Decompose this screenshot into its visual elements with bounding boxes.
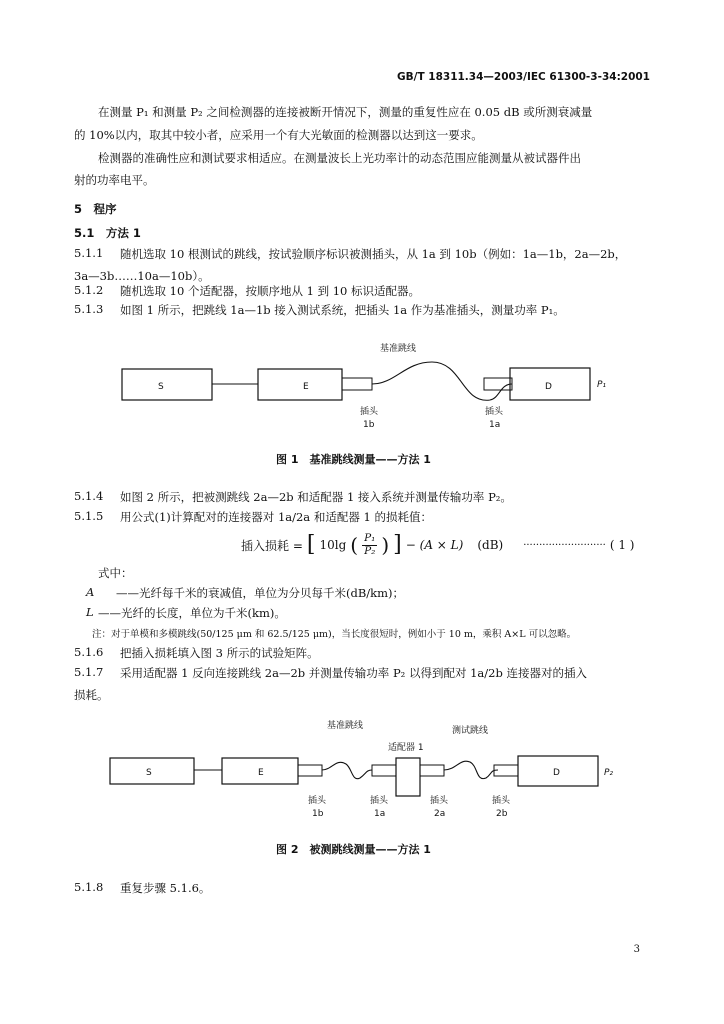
var-l-definition: ——光纤的长度，单位为千米(km)。 bbox=[98, 606, 286, 620]
section-5-heading: 5 程序 bbox=[74, 202, 117, 216]
fig2-box-s-label: S bbox=[146, 768, 152, 778]
formula-denominator: P₂ bbox=[364, 544, 376, 557]
var-l-symbol: L bbox=[86, 605, 94, 619]
para1-line1: 在测量 P₁ 和测量 P₂ 之间检测器的连接被断开情况下，测量的重复性应在 0.05 dB 或所测衰减量 bbox=[98, 105, 593, 119]
var-a-definition: ——光纤每千米的衰减值，单位为分贝每千米(dB/km)； bbox=[116, 586, 405, 600]
fig2-plug-1a bbox=[372, 765, 396, 776]
section-5-1-heading: 5.1 方法 1 bbox=[74, 226, 141, 240]
fig2-test-fiber bbox=[444, 761, 498, 778]
clause-5-1-8-number: 5.1.8 bbox=[74, 880, 104, 894]
formula-lhs: 插入损耗 = bbox=[241, 538, 303, 553]
formula-paren-open: ( bbox=[350, 533, 359, 558]
fig2-plug4-label: 插头 bbox=[492, 796, 511, 806]
fig2-box-e-label: E bbox=[258, 768, 264, 778]
insertion-loss-formula bbox=[241, 533, 635, 557]
formula-bracket-close: ] bbox=[393, 532, 402, 558]
fig2-reference-label: 基准跳线 bbox=[327, 721, 364, 731]
fig1-box-e bbox=[258, 369, 342, 400]
clause-5-1-1-line2: 3a—3b……10a—10b）。 bbox=[74, 269, 210, 283]
fig2-plug-1b bbox=[298, 765, 322, 776]
fig1-plug-1b bbox=[342, 378, 372, 390]
fig2-plug3-label: 插头 bbox=[430, 796, 449, 806]
formula-equation-number: ( 1 ) bbox=[609, 538, 635, 553]
formula-correction: − (A × L) bbox=[405, 538, 464, 553]
fig1-fiber-cable bbox=[372, 362, 512, 400]
fig1-box-s-label: S bbox=[158, 382, 164, 392]
clause-5-1-5-text: 用公式(1)计算配对的连接器对 1a/2a 和适配器 1 的损耗值： bbox=[120, 510, 432, 524]
clause-5-1-6-text: 把插入损耗填入图 3 所示的试验矩阵。 bbox=[120, 646, 319, 660]
clause-5-1-4-text: 如图 2 所示，把被测跳线 2a—2b 和适配器 1 接入系统并测量传输功率 P₂。 bbox=[120, 490, 512, 504]
formula-bracket-open: [ bbox=[306, 532, 316, 558]
para2-line2: 射的功率电平。 bbox=[74, 173, 155, 187]
fig1-plug2-label: 插头 bbox=[485, 407, 504, 417]
note-text: 注：对于单模和多模跳线(50/125 μm 和 62.5/125 μm)，当长度很短时，例如小于 10 m，乘积 A×L 可以忽略。 bbox=[92, 629, 577, 640]
clause-5-1-3-text: 如图 1 所示，把跳线 1a—1b 接入测试系统，把插头 1a 作为基准插头，测量功率 P₁。 bbox=[120, 303, 565, 317]
fig2-power-label: P₂ bbox=[604, 768, 614, 778]
fig2-adapter-label: 适配器 1 bbox=[388, 743, 424, 753]
para2-line1: 检测器的准确性应和测试要求相适应。在测量波长上光功率计的动态范围应能测量从被试器件出 bbox=[98, 151, 581, 165]
formula-paren-close: ) bbox=[381, 533, 390, 558]
formula-numerator: P₁ bbox=[364, 532, 376, 544]
page-number: 3 bbox=[633, 944, 640, 955]
fig1-power-label: P₁ bbox=[597, 380, 607, 390]
fig2-plug3-id: 2a bbox=[434, 809, 446, 819]
fig2-adapter-1 bbox=[396, 758, 420, 796]
clause-5-1-1-number: 5.1.1 bbox=[74, 246, 104, 260]
fig1-plug2-id: 1a bbox=[489, 420, 501, 430]
clause-5-1-8-text: 重复步骤 5.1.6。 bbox=[120, 881, 211, 895]
clause-5-1-7-line1: 采用适配器 1 反向连接跳线 2a—2b 并测量传输功率 P₂ 以得到配对 1a/2b 连接器对的插入 bbox=[120, 666, 587, 680]
para1-line2: 的 10%以内，取其中较小者，应采用一个有大光敏面的检测器以达到这一要求。 bbox=[74, 128, 483, 142]
fig2-box-d-label: D bbox=[553, 768, 560, 778]
fig1-reference-label: 基准跳线 bbox=[380, 344, 417, 354]
clause-5-1-3-number: 5.1.3 bbox=[74, 302, 104, 316]
formula-unit: (dB) bbox=[477, 538, 504, 553]
fig1-box-s bbox=[122, 369, 212, 400]
fig2-plug2-id: 1a bbox=[374, 809, 386, 819]
formula-leader-dots: ·························· bbox=[523, 539, 606, 551]
clause-5-1-1-line1: 随机选取 10 根测试的跳线，按试验顺序标识被测插头，从 1a 到 10b（例如：1a—1b，2a—2b， bbox=[120, 247, 627, 261]
where-label: 式中： bbox=[98, 566, 133, 580]
clause-5-1-4-number: 5.1.4 bbox=[74, 489, 104, 503]
fig2-plug1-label: 插头 bbox=[308, 796, 327, 806]
fig2-plug1-id: 1b bbox=[312, 809, 324, 819]
clause-5-1-7-number: 5.1.7 bbox=[74, 665, 104, 679]
clause-5-1-5-number: 5.1.5 bbox=[74, 509, 104, 523]
clause-5-1-6-number: 5.1.6 bbox=[74, 645, 104, 659]
fig1-box-e-label: E bbox=[303, 382, 309, 392]
formula-log: 10lg bbox=[319, 538, 347, 553]
fig2-plug2-label: 插头 bbox=[370, 796, 389, 806]
figure-2-caption: 图 2 被测跳线测量——方法 1 bbox=[276, 843, 431, 856]
fig1-plug1-label: 插头 bbox=[360, 407, 379, 417]
fig2-plug4-id: 2b bbox=[496, 809, 508, 819]
fig2-test-label: 测试跳线 bbox=[452, 726, 489, 736]
var-a-symbol: A bbox=[86, 585, 95, 599]
clause-5-1-7-line2: 损耗。 bbox=[74, 688, 109, 702]
fig2-box-s bbox=[110, 758, 194, 784]
clause-5-1-2-text: 随机选取 10 个适配器，按顺序地从 1 到 10 标识适配器。 bbox=[120, 284, 421, 298]
figure-1-caption: 图 1 基准跳线测量——方法 1 bbox=[276, 453, 431, 466]
fig1-box-d-label: D bbox=[545, 382, 552, 392]
document-header: GB/T 18311.34—2003/IEC 61300-3-34:2001 bbox=[397, 71, 650, 83]
fig1-plug-1a bbox=[484, 378, 512, 390]
fig2-plug-2a bbox=[420, 765, 444, 776]
fig1-plug1-id: 1b bbox=[363, 420, 375, 430]
formula-fraction bbox=[362, 533, 377, 557]
fig2-reference-fiber bbox=[322, 762, 372, 778]
clause-5-1-2-number: 5.1.2 bbox=[74, 283, 104, 297]
